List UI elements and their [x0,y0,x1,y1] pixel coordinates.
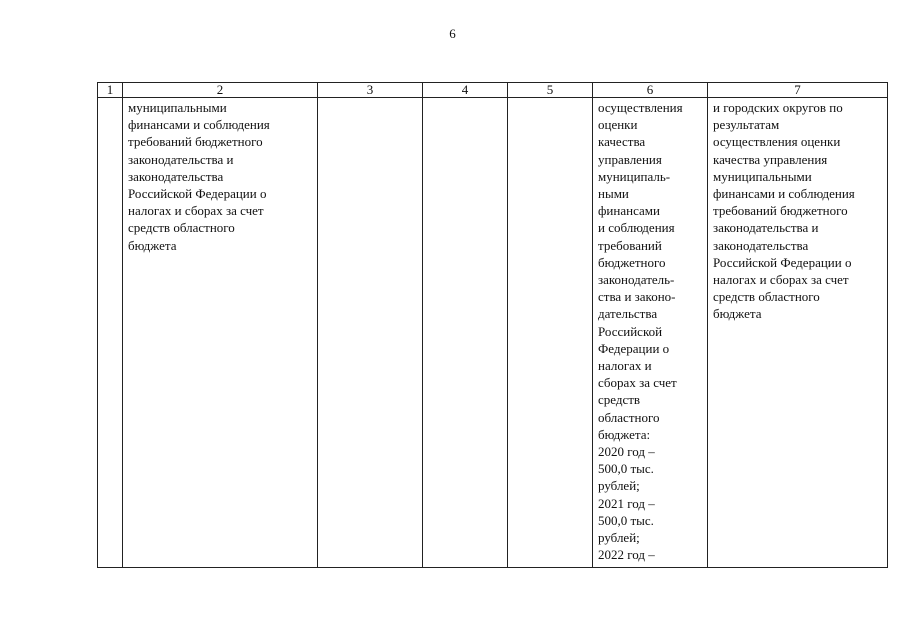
column-header-3: 3 [318,83,423,98]
column-header-5: 5 [508,83,593,98]
column-header-7: 7 [708,83,888,98]
column-header-2: 2 [123,83,318,98]
column-header-1: 1 [98,83,123,98]
page-number: 6 [449,26,456,41]
column-header-6: 6 [593,83,708,98]
table-cell-col6 [593,98,708,568]
cell-text-col5 [508,98,592,99]
table-cell-col2 [123,98,318,568]
table-cell-col1 [98,98,123,568]
table-cell-col4 [423,98,508,568]
table-header-row [98,83,888,98]
table-row [98,98,888,568]
cell-text-col7: и городских округов по результатам осуществления оценки качества управления муниципальными финансами и соблюдения требований бюджетного законодательства и законодательства Российской Федерации о налогах и сборах за счет средств областного бюджета [713,100,855,322]
cell-text-col1 [98,98,122,99]
cell-text-col2: муниципальными финансами и соблюдения требований бюджетного законодательства и законодательства Российской Федерации о налогах и сборах за счет средств областного бюджета [128,100,270,253]
table-cell-col5 [508,98,593,568]
cell-text-col3 [318,98,422,99]
cell-text-col6: осуществления оценки качества управления муниципаль- ными финансами и соблюдения требований бюджетного законодатель- ства и законо- дательства Российской Федерации о налогах и сборах за счет средств областного бюджета: 2020 год – 500,0 тыс. рублей; 2021 год – 500,0 тыс. рублей; 2022 год – [598,100,683,563]
column-header-4: 4 [423,83,508,98]
document-table [97,82,888,568]
table-cell-col3 [318,98,423,568]
table-cell-col7 [708,98,888,568]
cell-text-col4 [423,98,507,99]
